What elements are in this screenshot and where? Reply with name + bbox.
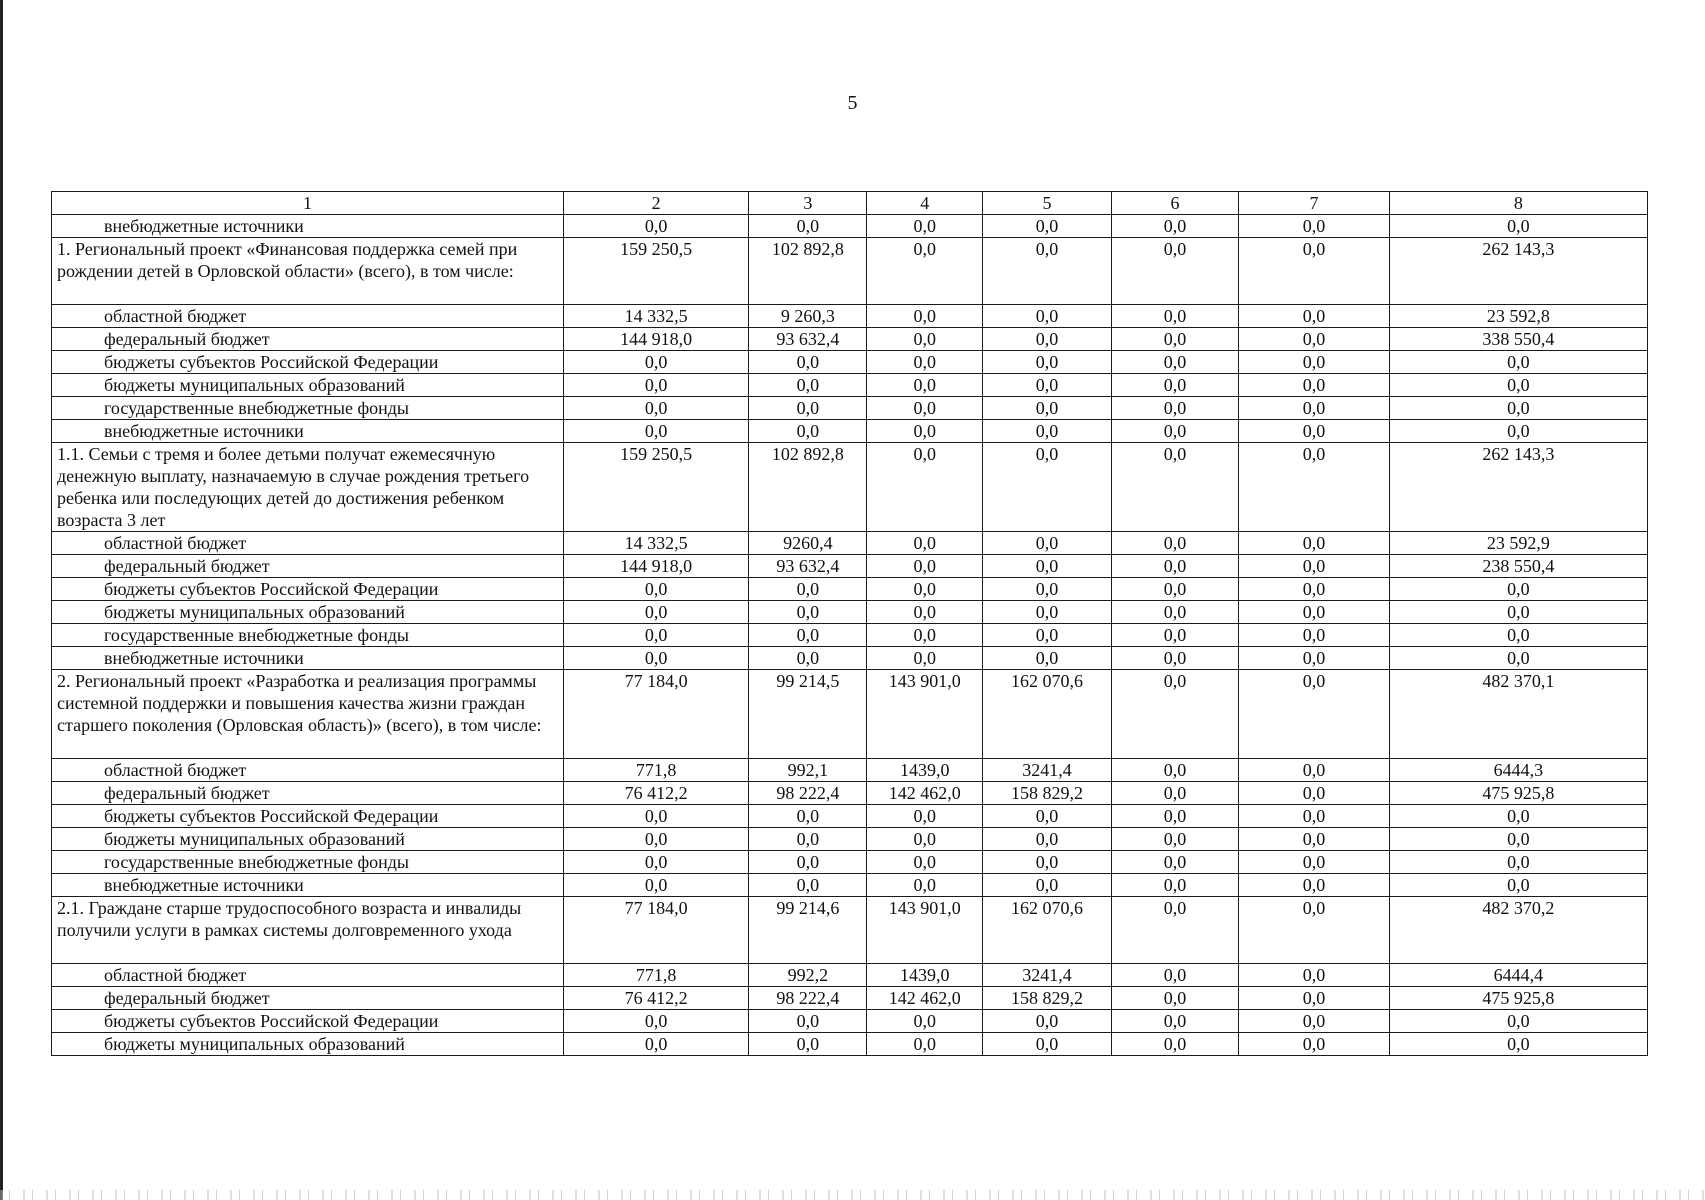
value-cell: 0,0 (563, 1033, 748, 1056)
value-cell: 0,0 (1239, 874, 1390, 897)
value-cell: 0,0 (867, 420, 983, 443)
value-cell: 0,0 (1111, 601, 1238, 624)
value-cell: 0,0 (1389, 828, 1647, 851)
value-cell: 0,0 (1389, 1033, 1647, 1056)
value-cell: 0,0 (867, 578, 983, 601)
value-cell: 0,0 (563, 805, 748, 828)
value-cell: 0,0 (563, 601, 748, 624)
table-row (52, 759, 1648, 782)
value-cell: 0,0 (1111, 238, 1238, 305)
value-cell: 1439,0 (867, 759, 983, 782)
value-cell: 0,0 (983, 397, 1112, 420)
row-label-cell: федеральный бюджет (52, 555, 564, 578)
value-cell: 0,0 (1111, 374, 1238, 397)
header-cell: 7 (1239, 192, 1390, 215)
value-cell: 0,0 (563, 828, 748, 851)
value-cell: 0,0 (867, 624, 983, 647)
row-label-cell: областной бюджет (52, 305, 564, 328)
value-cell: 262 143,3 (1389, 238, 1647, 305)
value-cell: 0,0 (1389, 420, 1647, 443)
header-cell: 4 (867, 192, 983, 215)
value-cell: 0,0 (1111, 897, 1238, 964)
table-row (52, 874, 1648, 897)
value-cell: 0,0 (1111, 782, 1238, 805)
value-cell: 0,0 (563, 397, 748, 420)
value-cell: 992,1 (749, 759, 867, 782)
row-label-cell: бюджеты муниципальных образований (52, 601, 564, 624)
value-cell: 23 592,9 (1389, 532, 1647, 555)
table-row (52, 305, 1648, 328)
row-label-cell: бюджеты субъектов Российской Федерации (52, 351, 564, 374)
table-row (52, 215, 1648, 238)
value-cell: 0,0 (1111, 215, 1238, 238)
value-cell: 0,0 (749, 420, 867, 443)
value-cell: 0,0 (1111, 624, 1238, 647)
value-cell: 0,0 (983, 443, 1112, 532)
table-row (52, 851, 1648, 874)
value-cell: 0,0 (1389, 647, 1647, 670)
value-cell: 102 892,8 (749, 443, 867, 532)
value-cell: 0,0 (749, 1010, 867, 1033)
table-row-section (52, 897, 1648, 964)
value-cell: 0,0 (1239, 601, 1390, 624)
value-cell: 0,0 (1239, 1033, 1390, 1056)
value-cell: 76 412,2 (563, 782, 748, 805)
value-cell: 0,0 (1389, 578, 1647, 601)
table-row-section (52, 443, 1648, 532)
row-label-cell: областной бюджет (52, 532, 564, 555)
value-cell: 0,0 (867, 874, 983, 897)
scan-edge-line (0, 0, 3, 1200)
value-cell: 475 925,8 (1389, 987, 1647, 1010)
table-row (52, 374, 1648, 397)
value-cell: 0,0 (1389, 874, 1647, 897)
page-number: 5 (847, 92, 858, 114)
value-cell: 0,0 (867, 305, 983, 328)
table-row (52, 601, 1648, 624)
value-cell: 0,0 (1111, 397, 1238, 420)
value-cell: 0,0 (1111, 670, 1238, 759)
value-cell: 0,0 (749, 851, 867, 874)
header-cell: 6 (1111, 192, 1238, 215)
value-cell: 0,0 (983, 238, 1112, 305)
value-cell: 0,0 (749, 805, 867, 828)
value-cell: 93 632,4 (749, 328, 867, 351)
value-cell: 0,0 (749, 601, 867, 624)
value-cell: 0,0 (983, 624, 1112, 647)
value-cell: 6444,3 (1389, 759, 1647, 782)
table-row (52, 782, 1648, 805)
value-cell: 0,0 (563, 874, 748, 897)
value-cell: 14 332,5 (563, 305, 748, 328)
value-cell: 0,0 (1389, 215, 1647, 238)
value-cell: 0,0 (1239, 897, 1390, 964)
value-cell: 0,0 (749, 351, 867, 374)
header-cell: 5 (983, 192, 1112, 215)
value-cell: 0,0 (1239, 555, 1390, 578)
value-cell: 0,0 (1389, 397, 1647, 420)
value-cell: 76 412,2 (563, 987, 748, 1010)
value-cell: 0,0 (867, 1033, 983, 1056)
value-cell: 0,0 (749, 624, 867, 647)
value-cell: 0,0 (563, 578, 748, 601)
value-cell: 0,0 (1111, 443, 1238, 532)
value-cell: 0,0 (1389, 851, 1647, 874)
value-cell: 77 184,0 (563, 670, 748, 759)
value-cell: 482 370,2 (1389, 897, 1647, 964)
value-cell: 0,0 (1239, 624, 1390, 647)
row-label-cell: областной бюджет (52, 759, 564, 782)
value-cell: 238 550,4 (1389, 555, 1647, 578)
value-cell: 0,0 (1111, 805, 1238, 828)
table-row (52, 1010, 1648, 1033)
value-cell: 3241,4 (983, 964, 1112, 987)
value-cell: 0,0 (749, 828, 867, 851)
row-label-cell: государственные внебюджетные фонды (52, 851, 564, 874)
value-cell: 162 070,6 (983, 897, 1112, 964)
value-cell: 0,0 (983, 532, 1112, 555)
value-cell: 0,0 (1111, 555, 1238, 578)
header-cell: 3 (749, 192, 867, 215)
header-cell: 2 (563, 192, 748, 215)
value-cell: 0,0 (1111, 305, 1238, 328)
value-cell: 0,0 (983, 351, 1112, 374)
value-cell: 0,0 (867, 828, 983, 851)
value-cell: 0,0 (867, 647, 983, 670)
value-cell: 0,0 (1239, 374, 1390, 397)
value-cell: 143 901,0 (867, 670, 983, 759)
table-row (52, 328, 1648, 351)
value-cell: 0,0 (563, 420, 748, 443)
value-cell: 0,0 (867, 805, 983, 828)
value-cell: 0,0 (1389, 601, 1647, 624)
value-cell: 0,0 (983, 828, 1112, 851)
value-cell: 142 462,0 (867, 782, 983, 805)
value-cell: 0,0 (1239, 443, 1390, 532)
value-cell: 482 370,1 (1389, 670, 1647, 759)
row-label-cell: 2. Региональный проект «Разработка и реализация программы системной поддержки и повышения качества жизни граждан старшего поколения (Орловская область)» (всего), в том числе: (52, 670, 564, 759)
value-cell: 475 925,8 (1389, 782, 1647, 805)
row-label-cell: внебюджетные источники (52, 647, 564, 670)
value-cell: 9260,4 (749, 532, 867, 555)
value-cell: 0,0 (1389, 351, 1647, 374)
value-cell: 162 070,6 (983, 670, 1112, 759)
value-cell: 99 214,5 (749, 670, 867, 759)
value-cell: 0,0 (983, 1010, 1112, 1033)
value-cell: 0,0 (1111, 987, 1238, 1010)
value-cell: 159 250,5 (563, 238, 748, 305)
table-row (52, 351, 1648, 374)
table-row (52, 647, 1648, 670)
value-cell: 0,0 (983, 305, 1112, 328)
value-cell: 0,0 (867, 374, 983, 397)
value-cell: 0,0 (1239, 1010, 1390, 1033)
value-cell: 144 918,0 (563, 328, 748, 351)
value-cell: 0,0 (983, 601, 1112, 624)
value-cell: 99 214,6 (749, 897, 867, 964)
table-row (52, 532, 1648, 555)
header-cell: 1 (52, 192, 564, 215)
row-label-cell: бюджеты субъектов Российской Федерации (52, 805, 564, 828)
value-cell: 77 184,0 (563, 897, 748, 964)
row-label-cell: федеральный бюджет (52, 782, 564, 805)
value-cell: 0,0 (563, 647, 748, 670)
value-cell: 0,0 (563, 215, 748, 238)
value-cell: 0,0 (749, 215, 867, 238)
table-row (52, 624, 1648, 647)
value-cell: 0,0 (1239, 305, 1390, 328)
value-cell: 0,0 (1239, 351, 1390, 374)
row-label-cell: внебюджетные источники (52, 215, 564, 238)
table-body (52, 192, 1648, 1056)
value-cell: 0,0 (983, 874, 1112, 897)
value-cell: 144 918,0 (563, 555, 748, 578)
value-cell: 142 462,0 (867, 987, 983, 1010)
value-cell: 0,0 (1239, 420, 1390, 443)
value-cell: 102 892,8 (749, 238, 867, 305)
value-cell: 0,0 (983, 420, 1112, 443)
value-cell: 3241,4 (983, 759, 1112, 782)
value-cell: 0,0 (563, 1010, 748, 1033)
value-cell: 0,0 (1239, 964, 1390, 987)
table-row (52, 578, 1648, 601)
value-cell: 0,0 (867, 443, 983, 532)
row-label-cell: бюджеты субъектов Российской Федерации (52, 578, 564, 601)
value-cell: 0,0 (1111, 328, 1238, 351)
table-row (52, 964, 1648, 987)
value-cell: 0,0 (1111, 420, 1238, 443)
value-cell: 0,0 (1111, 828, 1238, 851)
row-label-cell: внебюджетные источники (52, 874, 564, 897)
table-row-section (52, 238, 1648, 305)
row-label-cell: областной бюджет (52, 964, 564, 987)
value-cell: 0,0 (867, 532, 983, 555)
value-cell: 0,0 (867, 397, 983, 420)
value-cell: 0,0 (1111, 1033, 1238, 1056)
value-cell: 0,0 (1389, 1010, 1647, 1033)
value-cell: 0,0 (749, 647, 867, 670)
value-cell: 0,0 (1111, 532, 1238, 555)
value-cell: 158 829,2 (983, 782, 1112, 805)
value-cell: 0,0 (1239, 851, 1390, 874)
value-cell: 23 592,8 (1389, 305, 1647, 328)
value-cell: 0,0 (867, 555, 983, 578)
value-cell: 14 332,5 (563, 532, 748, 555)
value-cell: 262 143,3 (1389, 443, 1647, 532)
table-row (52, 1033, 1648, 1056)
table-row (52, 420, 1648, 443)
value-cell: 0,0 (563, 374, 748, 397)
value-cell: 0,0 (1239, 328, 1390, 351)
value-cell: 0,0 (1389, 805, 1647, 828)
value-cell: 992,2 (749, 964, 867, 987)
value-cell: 93 632,4 (749, 555, 867, 578)
value-cell: 0,0 (867, 351, 983, 374)
value-cell: 98 222,4 (749, 782, 867, 805)
value-cell: 0,0 (1239, 397, 1390, 420)
table-row (52, 828, 1648, 851)
value-cell: 0,0 (983, 647, 1112, 670)
scan-artifact (0, 1190, 1705, 1200)
value-cell: 0,0 (983, 805, 1112, 828)
value-cell: 1439,0 (867, 964, 983, 987)
value-cell: 0,0 (1239, 647, 1390, 670)
row-label-cell: государственные внебюджетные фонды (52, 397, 564, 420)
value-cell: 98 222,4 (749, 987, 867, 1010)
value-cell: 0,0 (983, 555, 1112, 578)
row-label-cell: государственные внебюджетные фонды (52, 624, 564, 647)
row-label-cell: 1.1. Семьи с тремя и более детьми получат ежемесячную денежную выплату, назначаемую в случае рождения третьего ребенка или последующих детей до достижения ребенком возраста 3 лет (52, 443, 564, 532)
value-cell: 0,0 (983, 374, 1112, 397)
value-cell: 0,0 (867, 1010, 983, 1033)
value-cell: 0,0 (983, 578, 1112, 601)
value-cell: 0,0 (1389, 374, 1647, 397)
value-cell: 0,0 (1239, 215, 1390, 238)
value-cell: 0,0 (1239, 759, 1390, 782)
value-cell: 0,0 (867, 601, 983, 624)
row-label-cell: федеральный бюджет (52, 328, 564, 351)
row-label-cell: внебюджетные источники (52, 420, 564, 443)
value-cell: 0,0 (1239, 532, 1390, 555)
row-label-cell: бюджеты муниципальных образований (52, 828, 564, 851)
value-cell: 0,0 (1239, 578, 1390, 601)
value-cell: 0,0 (1111, 759, 1238, 782)
row-label-cell: 1. Региональный проект «Финансовая поддержка семей при рождении детей в Орловской области» (всего), в том числе: (52, 238, 564, 305)
value-cell: 158 829,2 (983, 987, 1112, 1010)
value-cell: 0,0 (1111, 851, 1238, 874)
value-cell: 0,0 (1111, 351, 1238, 374)
header-row (52, 192, 1648, 215)
value-cell: 0,0 (1239, 782, 1390, 805)
value-cell: 771,8 (563, 964, 748, 987)
row-label-cell: 2.1. Граждане старше трудоспособного возраста и инвалиды получили услуги в рамках системы долговременного ухода (52, 897, 564, 964)
value-cell: 159 250,5 (563, 443, 748, 532)
table-row (52, 987, 1648, 1010)
value-cell: 0,0 (1239, 987, 1390, 1010)
value-cell: 6444,4 (1389, 964, 1647, 987)
row-label-cell: бюджеты муниципальных образований (52, 1033, 564, 1056)
row-label-cell: бюджеты муниципальных образований (52, 374, 564, 397)
value-cell: 0,0 (867, 328, 983, 351)
value-cell: 0,0 (983, 851, 1112, 874)
value-cell: 0,0 (749, 1033, 867, 1056)
value-cell: 771,8 (563, 759, 748, 782)
header-cell: 8 (1389, 192, 1647, 215)
value-cell: 0,0 (1111, 647, 1238, 670)
value-cell: 0,0 (1389, 624, 1647, 647)
value-cell: 0,0 (1239, 238, 1390, 305)
value-cell: 0,0 (749, 397, 867, 420)
value-cell: 0,0 (749, 374, 867, 397)
value-cell: 338 550,4 (1389, 328, 1647, 351)
value-cell: 0,0 (867, 215, 983, 238)
value-cell: 0,0 (749, 578, 867, 601)
table-row-section (52, 670, 1648, 759)
row-label-cell: федеральный бюджет (52, 987, 564, 1010)
table-row (52, 555, 1648, 578)
row-label-cell: бюджеты субъектов Российской Федерации (52, 1010, 564, 1033)
value-cell: 0,0 (1111, 874, 1238, 897)
value-cell: 9 260,3 (749, 305, 867, 328)
value-cell: 0,0 (1239, 828, 1390, 851)
value-cell: 0,0 (749, 874, 867, 897)
value-cell: 0,0 (983, 328, 1112, 351)
value-cell: 0,0 (983, 215, 1112, 238)
value-cell: 0,0 (563, 851, 748, 874)
table-row (52, 805, 1648, 828)
value-cell: 0,0 (867, 238, 983, 305)
value-cell: 0,0 (1239, 670, 1390, 759)
value-cell: 0,0 (1239, 805, 1390, 828)
value-cell: 0,0 (867, 851, 983, 874)
value-cell: 0,0 (1111, 578, 1238, 601)
value-cell: 143 901,0 (867, 897, 983, 964)
value-cell: 0,0 (983, 1033, 1112, 1056)
value-cell: 0,0 (1111, 1010, 1238, 1033)
value-cell: 0,0 (563, 624, 748, 647)
budget-table (51, 191, 1648, 1056)
value-cell: 0,0 (563, 351, 748, 374)
table-row (52, 397, 1648, 420)
value-cell: 0,0 (1111, 964, 1238, 987)
